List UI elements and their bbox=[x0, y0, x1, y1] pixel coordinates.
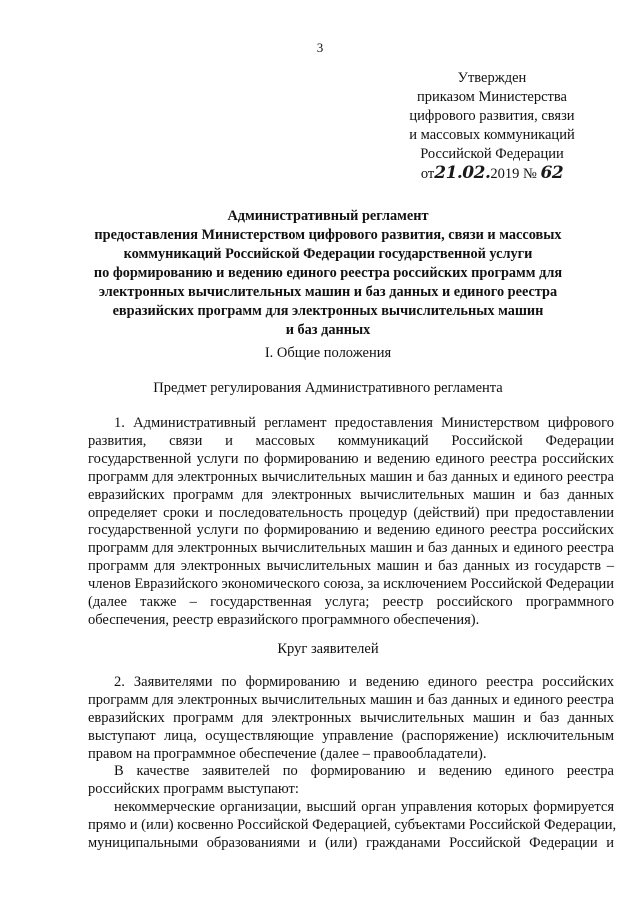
approval-line: Утвержден bbox=[457, 70, 527, 86]
title-line: по формированию и ведению единого реестра российских программ для bbox=[93, 265, 563, 281]
text-line: некоммерческие организации, высший орган управления которых формируется bbox=[114, 799, 614, 815]
handwritten-number: 62 bbox=[540, 163, 564, 183]
text-line: членов Евразийского экономического союза, за исключением Российской Федерации bbox=[88, 576, 615, 593]
page-number: 3 bbox=[316, 40, 324, 55]
text-line: В качестве заявителей по формированию и ведению единого реестра bbox=[114, 763, 614, 779]
handwritten-date: 21.02. bbox=[434, 163, 491, 183]
text-line: муниципальными образованиями и (или) гражданами Российской Федерации и bbox=[88, 834, 614, 851]
approval-line: Российской Федерации bbox=[420, 146, 564, 162]
text-line: программ для электронных вычислительных машин и баз данных и единого реестра bbox=[88, 540, 614, 557]
title-line: электронных вычислительных машин и баз данных и единого реестра bbox=[98, 284, 558, 300]
text-line: 2. Заявителями по формированию и ведению единого реестра российских bbox=[114, 674, 614, 690]
title-line: и баз данных bbox=[285, 322, 371, 338]
text-line: развития, связи и массовых коммуникаций Российской Федерации bbox=[88, 432, 614, 449]
text-line: государственной услуги по формированию и ведению единого реестра российских bbox=[88, 522, 614, 539]
subheading-subject: Предмет регулирования Административного регламента bbox=[153, 380, 503, 396]
text-line: программ для электронных вычислительных машин и баз данных и единого реестра bbox=[88, 468, 614, 485]
date-year: 2019 № bbox=[490, 166, 537, 182]
paragraph-3 bbox=[88, 763, 614, 799]
text-line: евразийских программ для электронных вычислительных машин и баз данных bbox=[88, 709, 614, 726]
approval-line: приказом Министерства bbox=[417, 89, 567, 105]
approval-block bbox=[372, 69, 612, 184]
text-line: государственной услуги по формированию и ведению единого реестра российских bbox=[88, 450, 614, 467]
text-line: программ для электронных вычислительных машин и баз данных из государств – bbox=[88, 558, 614, 575]
title-line: евразийских программ для электронных вычислительных машин bbox=[112, 303, 544, 319]
approval-line: и массовых коммуникаций bbox=[409, 127, 575, 143]
title-line: Административный регламент bbox=[227, 208, 429, 224]
date-prefix: от bbox=[420, 166, 435, 182]
text-line: евразийских программ для электронных вычислительных машин и баз данных bbox=[88, 486, 614, 503]
text-line: правом на программное обеспечение (далее – правообладатели). bbox=[88, 745, 487, 762]
paragraph-2 bbox=[88, 674, 614, 764]
text-line: 1. Административный регламент предоставления Министерством цифрового bbox=[114, 415, 614, 431]
paragraph-4 bbox=[88, 799, 617, 853]
text-line: выступают лица, осуществляющие управление (распоряжение) исключительным bbox=[88, 727, 614, 744]
text-line: определяет сроки и последовательность процедур (действий) при предоставлении bbox=[88, 504, 614, 521]
title-line: коммуникаций Российской Федерации государственной услуги bbox=[123, 246, 533, 262]
section-heading: I. Общие положения bbox=[264, 345, 392, 361]
text-line: прямо и (или) косвенно Российской Федерацией, субъектами Российской Федерации, bbox=[88, 816, 617, 833]
paragraph-1 bbox=[88, 415, 614, 630]
document-title bbox=[64, 207, 592, 340]
text-line: обеспечения, реестр евразийского программного обеспечения). bbox=[88, 611, 480, 628]
approval-line: цифрового развития, связи bbox=[409, 108, 575, 124]
text-line: российских программ выступают: bbox=[88, 780, 299, 797]
text-line: программ для электронных вычислительных машин и баз данных и единого реестра bbox=[88, 691, 614, 708]
text-line: (далее также – государственная услуга; реестр российского программного bbox=[88, 594, 614, 611]
title-line: предоставления Министерством цифрового развития, связи и массовых bbox=[94, 227, 562, 243]
approval-date-line bbox=[372, 164, 612, 184]
subheading-applicants: Круг заявителей bbox=[277, 641, 379, 657]
